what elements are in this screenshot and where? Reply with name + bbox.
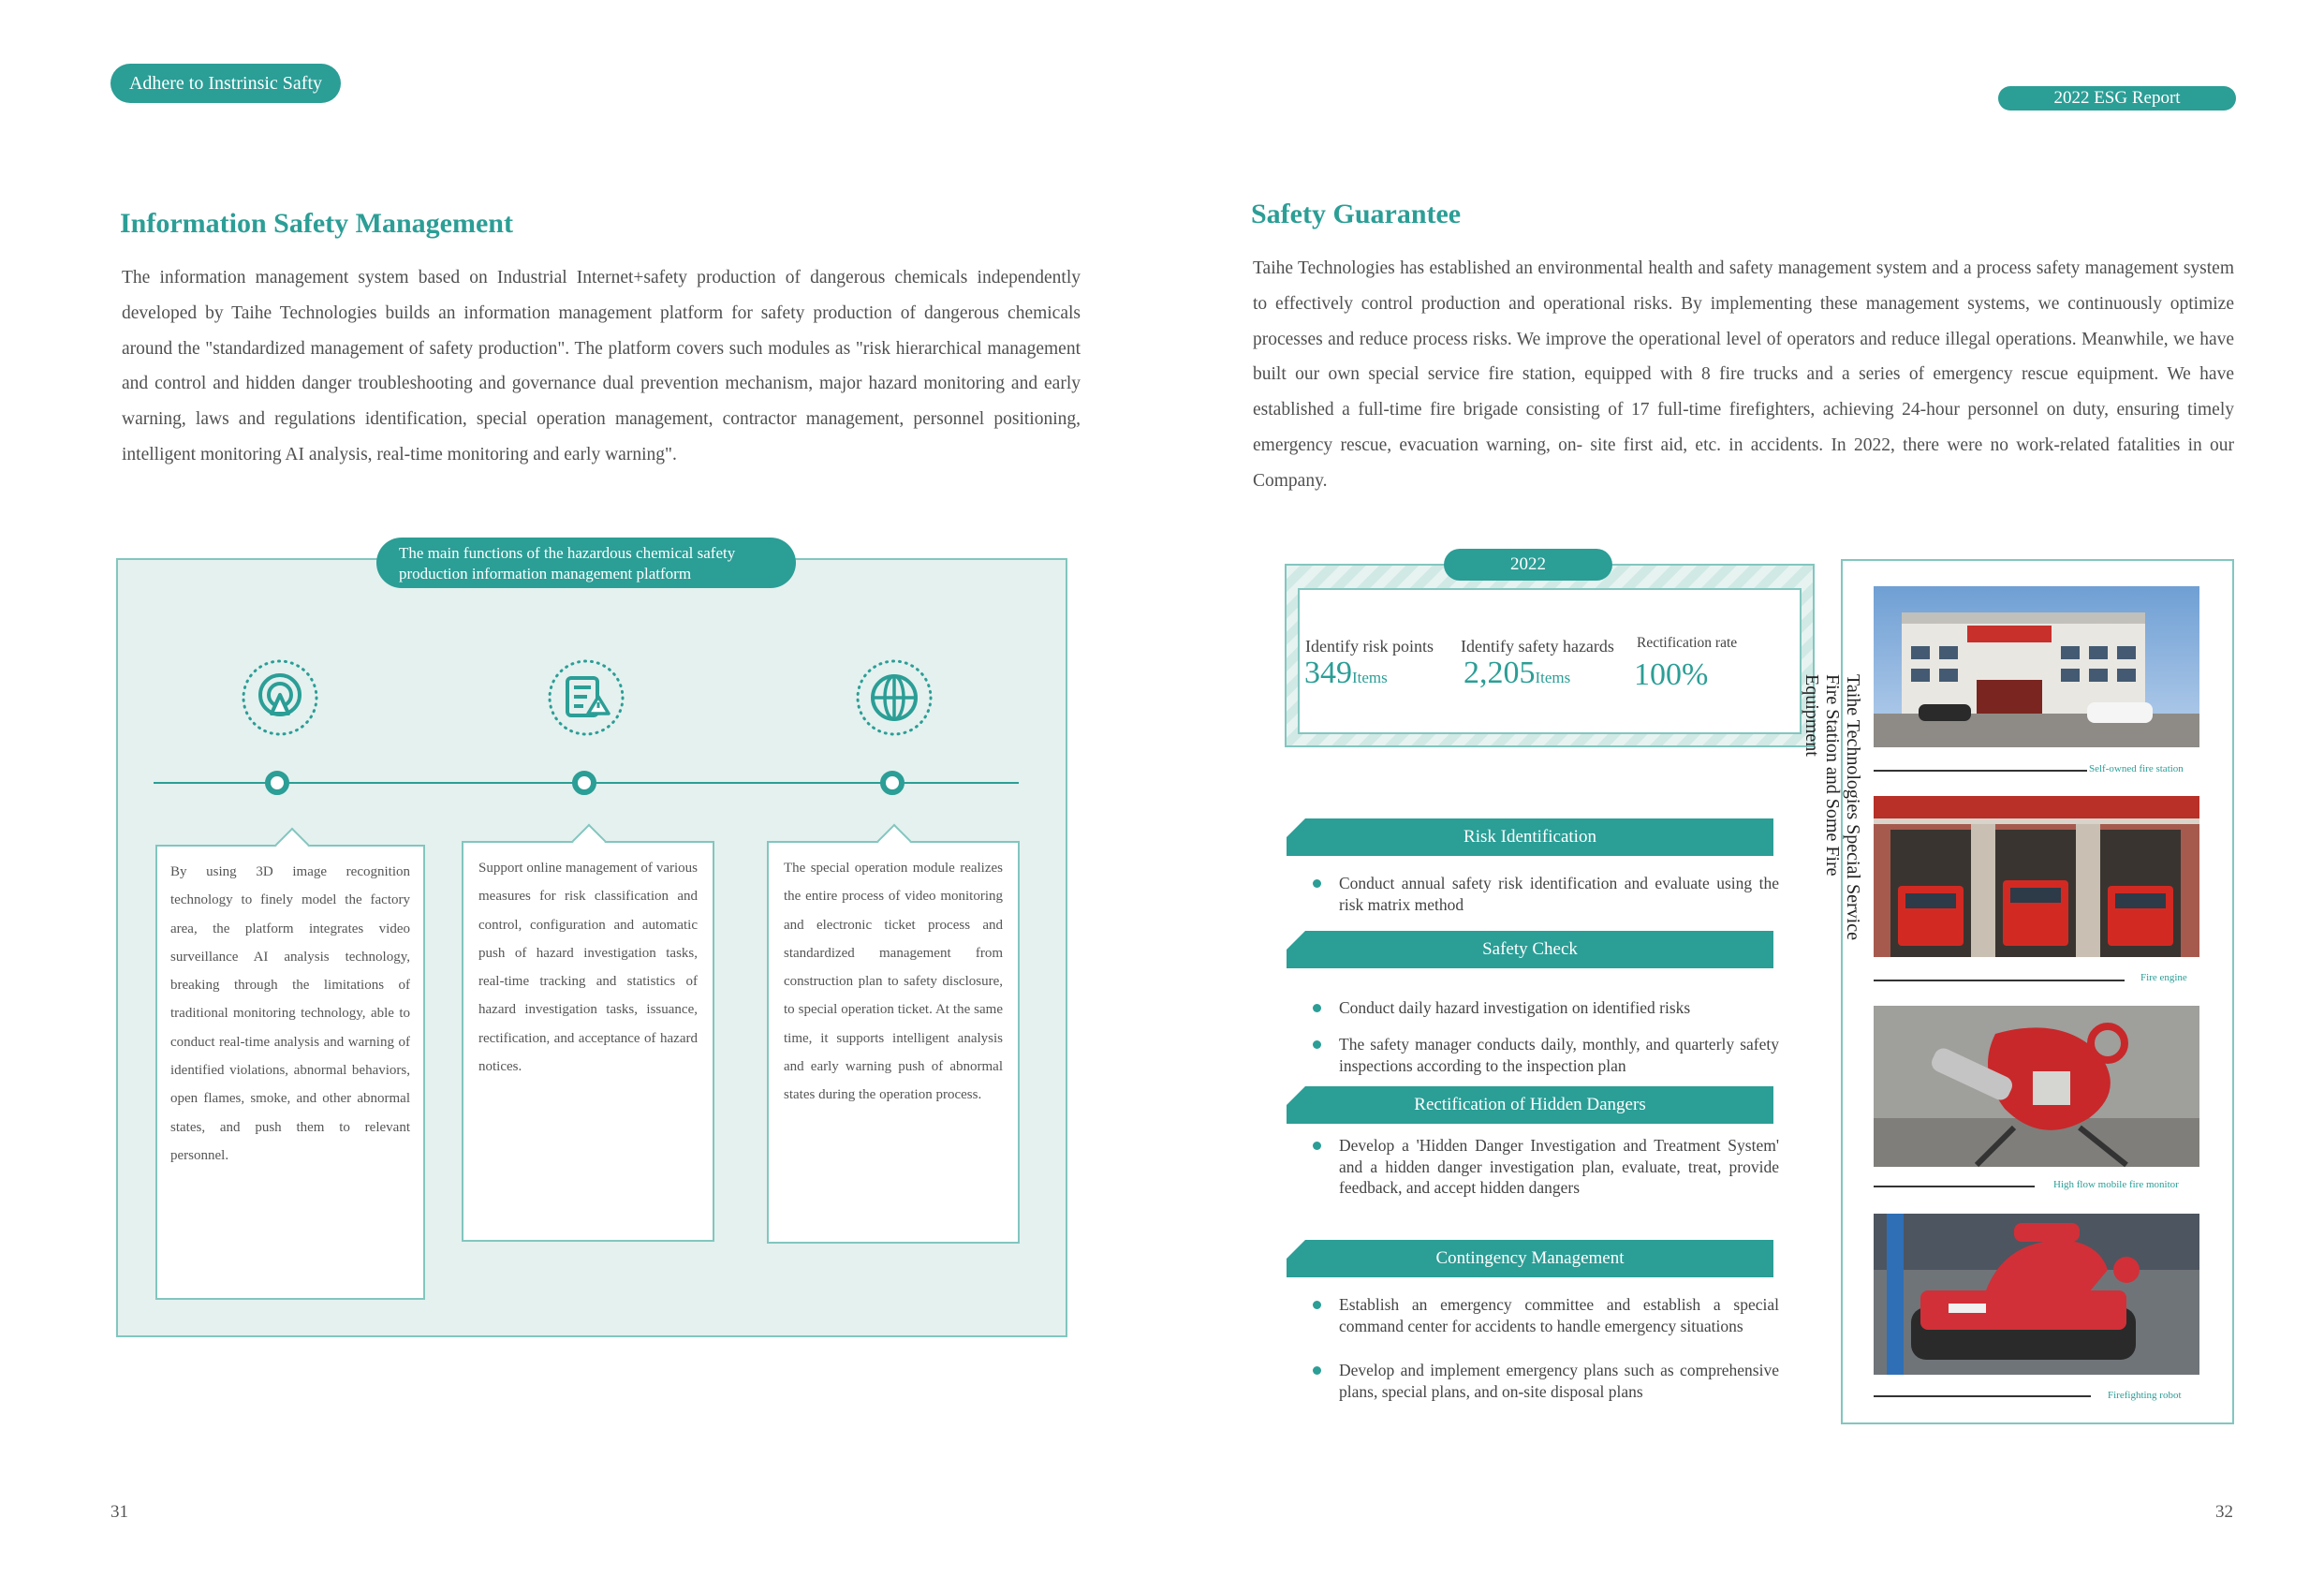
bullet-item: Conduct daily hazard investigation on identified risks: [1311, 997, 1779, 1019]
stat-label: Identify risk points: [1305, 637, 1434, 656]
function-card-text: The special operation module realizes the entire process of video monitoring and electronic ticket process and standardized management from construction plan to safety disclosure, to special operation ticket. At the same time, it supports intelligent analysis and early warning push of abnormal states during the operation process.: [784, 861, 1003, 1103]
function-card-special-operation: [767, 841, 1020, 1244]
stat-label: Rectification rate: [1637, 635, 1738, 651]
category-rectification: Rectification of Hidden Dangers: [1287, 1086, 1773, 1124]
section-tag: Adhere to Instrinsic Safty: [110, 64, 341, 103]
function-card-ai-monitoring: [155, 845, 425, 1300]
caption-line: [1874, 770, 2087, 772]
photo-caption: Self-owned fire station: [2089, 763, 2184, 774]
bullet-item: Develop a 'Hidden Danger Investigation and Treatment System' and a hidden danger investigation plan, evaluate, treat, provide feedback, and accept hidden dangers: [1311, 1135, 1779, 1199]
hazard-document-icon: [546, 657, 626, 738]
bar-corner-cut: [1287, 818, 1305, 837]
bullet-item: Develop and implement emergency plans such as comprehensive plans, special plans, and on-site disposal plans: [1311, 1360, 1779, 1402]
category-risk-identification: Risk Identification: [1287, 818, 1773, 856]
ai-monitoring-icon: [240, 657, 320, 738]
stat-value: 100%: [1634, 657, 1709, 692]
category-safety-check: Safety Check: [1287, 931, 1773, 968]
bar-corner-cut: [1287, 931, 1305, 950]
caption-line: [1874, 1186, 2035, 1187]
bullet-item: The safety manager conducts daily, monthly, and quarterly safety inspections according to the inspection plan: [1311, 1034, 1779, 1076]
stat-label: Identify safety hazards: [1461, 637, 1614, 656]
stats-year: 2022: [1444, 549, 1612, 581]
fire-station-photo: [1874, 586, 2199, 747]
globe-network-icon: [854, 657, 934, 738]
fire-engine-photo: [1874, 796, 2199, 957]
safety-guarantee-title: Safety Guarantee: [1251, 199, 1462, 229]
bullet-item: Conduct annual safety risk identification and evaluate using the risk matrix method: [1311, 873, 1779, 915]
photo-column-title: Taihe Technologies Special Service Fire Station and Some Fire Equipment: [1802, 674, 1863, 940]
category-contingency: Contingency Management: [1287, 1240, 1773, 1277]
stat-value: 349Items: [1304, 656, 1388, 690]
page-number-left: 31: [110, 1502, 128, 1522]
information-safety-title: Information Safety Management: [120, 208, 513, 239]
bar-corner-cut: [1287, 1240, 1305, 1259]
firefighting-robot-photo: [1874, 1214, 2199, 1375]
fire-monitor-photo: [1874, 1006, 2199, 1167]
caption-line: [1874, 980, 2125, 981]
information-safety-paragraph: The information management system based on Industrial Internet+safety production of dangerous chemicals independently developed by Taihe Technologies builds an information management platform for safety production of dangerous chemicals around the "standardized management of safety production". The platform covers such modules as "risk hierarchical management and control and hidden danger troubleshooting and governance dual prevention mechanism, major hazard monitoring and early warning, laws and regulations identification, special operation management, contractor management, personnel positioning, intelligent monitoring AI analysis, real-time monitoring and early warning".: [122, 268, 1081, 464]
photo-caption: Firefighting robot: [2108, 1390, 2182, 1401]
bullet-item: Establish an emergency committee and establish a special command center for accidents to handle emergency situations: [1311, 1294, 1779, 1336]
function-card-text: Support online management of various measures for risk classification and control, configuration and automatic push of hazard investigation tasks, real-time tracking and statistics of hazard investigation tasks, issuance, rectification, and acceptance of hazard notices.: [478, 861, 698, 1075]
photo-caption: Fire engine: [2140, 972, 2187, 983]
timeline-node: [572, 771, 596, 795]
function-card-text: By using 3D image recognition technology to finely model the factory area, the platform integrates video surveillance AI analysis technology, breaking through the limitations of traditional monitoring technology, able to conduct real-time analysis and warning of identified violations, abnormal behaviors, open flames, smoke, and other abnormal states, and push them to relevant personnel.: [170, 864, 410, 1163]
function-card-risk-classification: [462, 841, 714, 1242]
photo-caption: High flow mobile fire monitor: [2053, 1179, 2179, 1190]
safety-guarantee-paragraph: Taihe Technologies has established an environmental health and safety management system and a process safety management system to effectively control production and operational risks. By implementing these management systems, we continuously optimize processes and reduce process risks. We improve the operational level of operators and reduce illegal operations. Meanwhile, we have built our own special service fire station, equipped with 8 fire trucks and a series of emergency rescue equipment. We have established a full-time fire brigade consisting of 17 full-time firefighters, achieving 24-hour personnel on duty, ensuring timely emergency rescue, evacuation warning, on- site first aid, etc. in accidents. In 2022, there were no work-related fatalities in our Company.: [1253, 258, 2234, 491]
timeline-node: [880, 771, 905, 795]
page-number-right: 32: [2215, 1502, 2233, 1522]
stat-value: 2,205Items: [1464, 656, 1571, 690]
timeline-node: [265, 771, 289, 795]
caption-line: [1874, 1395, 2091, 1397]
bar-corner-cut: [1287, 1086, 1305, 1105]
report-tag: 2022 ESG Report: [1998, 86, 2236, 111]
platform-functions-title: The main functions of the hazardous chemical safety production information management platform: [376, 538, 796, 588]
